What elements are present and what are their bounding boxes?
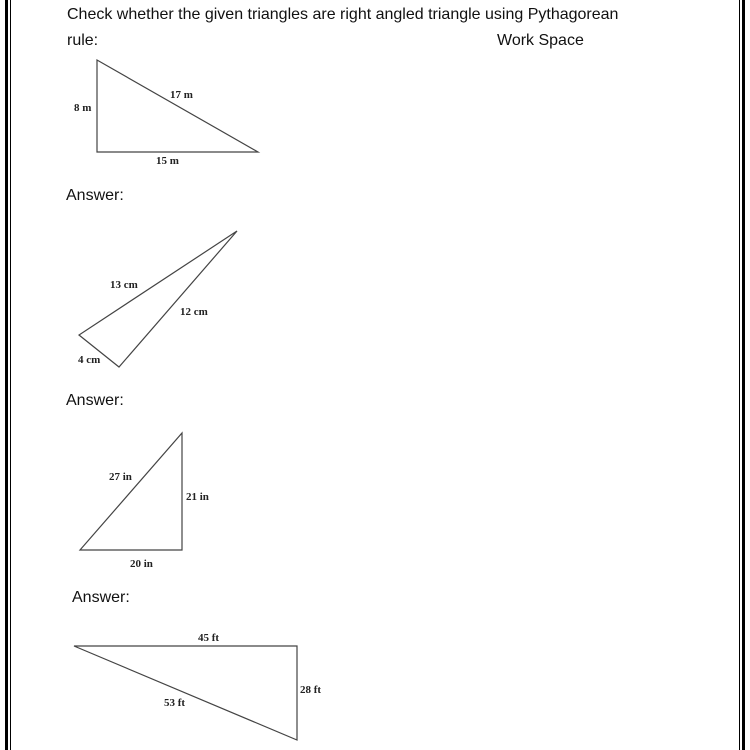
side-label: 27 in	[109, 471, 132, 483]
side-label: 17 m	[170, 89, 193, 101]
side-label: 15 m	[156, 155, 179, 167]
side-label: 4 cm	[78, 354, 101, 366]
work-space-heading: Work Space	[497, 32, 584, 49]
triangle-1	[97, 60, 258, 152]
answer-label-2: Answer:	[66, 392, 124, 409]
side-label: 21 in	[186, 491, 209, 503]
side-label: 13 cm	[110, 279, 138, 291]
question-text: Check whether the given triangles are right angled triangle using Pythagorean	[67, 6, 619, 23]
side-label: 28 ft	[300, 684, 322, 696]
triangle-3	[80, 433, 182, 550]
side-label: 53 ft	[164, 697, 186, 709]
answer-label-1: Answer:	[66, 187, 124, 204]
side-label: 20 in	[130, 558, 153, 570]
triangle-2	[79, 231, 237, 367]
triangle-4	[74, 646, 297, 740]
side-label: 12 cm	[180, 306, 208, 318]
side-label: 45 ft	[198, 632, 220, 644]
side-label: 8 m	[74, 102, 92, 114]
answer-label-3: Answer:	[72, 589, 130, 606]
question-text-cont: rule:	[67, 32, 99, 49]
